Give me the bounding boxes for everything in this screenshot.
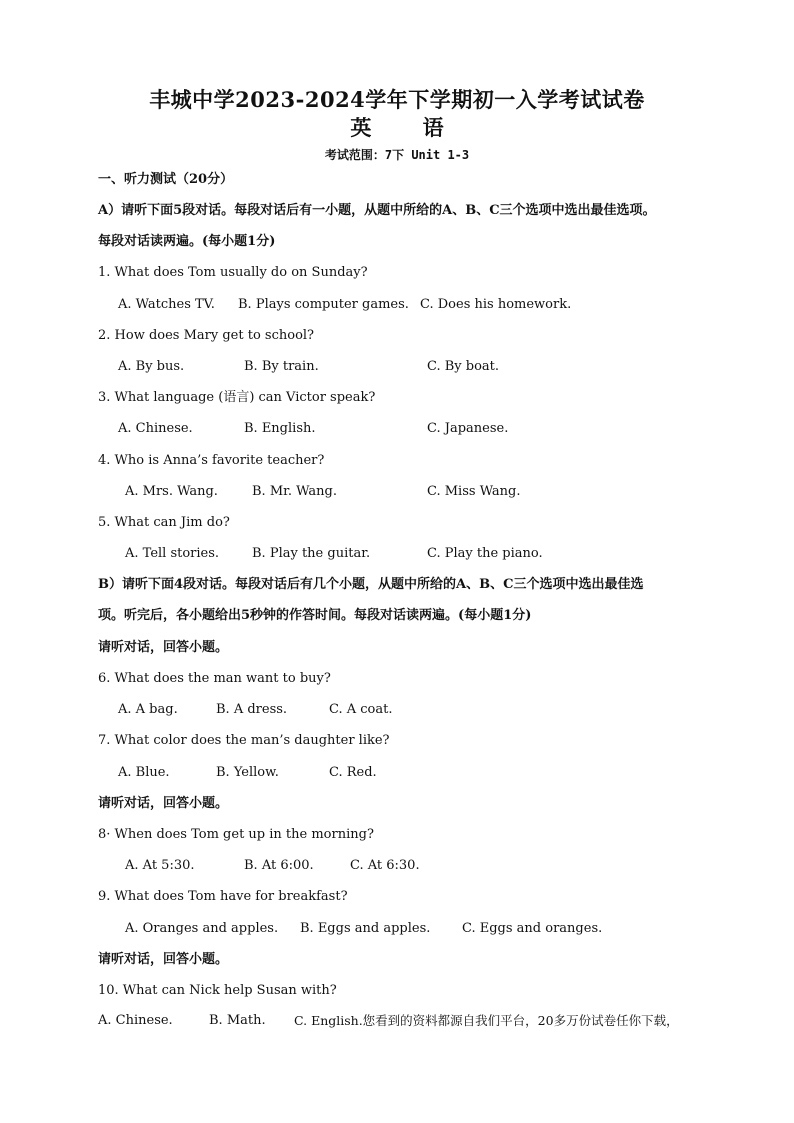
q2-option-c: C. By boat. <box>427 359 500 374</box>
q6-option-c: C. A coat. <box>329 702 393 717</box>
q5-option-a: A. Tell stories. <box>125 546 220 561</box>
listen-prompt: 请听对话，回答小题。 <box>98 796 229 811</box>
q8-option-a: A. At 5:30. <box>125 858 195 873</box>
question-4: 4. Who is Anna’s favorite teacher? <box>98 453 325 468</box>
q3-option-c: C. Japanese. <box>427 421 509 436</box>
part-b-instruction-2: 项。听完后，各小题给出5秒钟的作答时间。每段对话读两遍。(每小题1分) <box>98 608 532 623</box>
q2-option-a: A. By bus. <box>118 359 185 374</box>
q1-option-a: A. Watches TV. <box>118 297 215 312</box>
q10-option-a: A. Chinese. <box>98 1013 173 1028</box>
q7-option-b: B. Yellow. <box>216 765 279 780</box>
q1-option-b: B. Plays computer games. <box>238 297 409 312</box>
q1-option-c: C. Does his homework. <box>420 297 572 312</box>
question-3: 3. What language (语言) can Victor speak? <box>98 390 376 405</box>
exam-scope: 考试范围：7下 Unit 1-3 <box>324 148 470 162</box>
listen-prompt: 请听对话，回答小题。 <box>98 952 229 967</box>
q9-option-b: B. Eggs and apples. <box>300 921 431 936</box>
q10-option-b: B. Math. <box>209 1013 266 1028</box>
question-2: 2. How does Mary get to school? <box>98 328 315 343</box>
q4-option-a: A. Mrs. Wang. <box>125 484 218 499</box>
section-heading: 一、听力测试（20分） <box>98 172 234 187</box>
q3-option-a: A. Chinese. <box>118 421 193 436</box>
question-5: 5. What can Jim do? <box>98 515 230 530</box>
q9-option-c: C. Eggs and oranges. <box>462 921 603 936</box>
part-b-instruction-1: B）请听下面4段对话。每段对话后有几个小题，从题中所给的A、B、C三个选项中选出最佳选 <box>98 577 644 592</box>
q6-option-b: B. A dress. <box>216 702 288 717</box>
q7-option-a: A. Blue. <box>118 765 170 780</box>
q7-option-c: C. Red. <box>329 765 377 780</box>
q5-option-b: B. Play the guitar. <box>252 546 371 561</box>
question-1: 1. What does Tom usually do on Sunday? <box>98 265 368 280</box>
q8-option-c: C. At 6:30. <box>350 858 420 873</box>
q10-option-c: C. English.您看到的资料都源自我们平台，20多万份试卷任你下载， <box>294 1013 679 1028</box>
question-7: 7. What color does the man’s daughter like? <box>98 733 390 748</box>
question-8: 8· When does Tom get up in the morning? <box>98 827 374 842</box>
q8-option-b: B. At 6:00. <box>244 858 314 873</box>
q3-option-b: B. English. <box>244 421 316 436</box>
question-9: 9. What does Tom have for breakfast? <box>98 889 348 904</box>
question-10: 10. What can Nick help Susan with? <box>98 983 337 998</box>
exam-subject: 英 语 <box>350 115 466 140</box>
exam-title: 丰城中学2023-2024学年下学期初一入学考试试卷 <box>149 87 645 112</box>
q4-option-c: C. Miss Wang. <box>427 484 521 499</box>
part-a-instruction-1: A）请听下面5段对话。每段对话后有一小题，从题中所给的A、B、C三个选项中选出最佳选项。 <box>98 203 656 218</box>
q6-option-a: A. A bag. <box>118 702 178 717</box>
question-6: 6. What does the man want to buy? <box>98 671 331 686</box>
q5-option-c: C. Play the piano. <box>427 546 543 561</box>
q9-option-a: A. Oranges and apples. <box>125 921 279 936</box>
part-a-instruction-2: 每段对话读两遍。(每小题1分) <box>98 234 276 249</box>
q4-option-b: B. Mr. Wang. <box>252 484 337 499</box>
q2-option-b: B. By train. <box>244 359 319 374</box>
listen-prompt: 请听对话，回答小题。 <box>98 640 229 655</box>
